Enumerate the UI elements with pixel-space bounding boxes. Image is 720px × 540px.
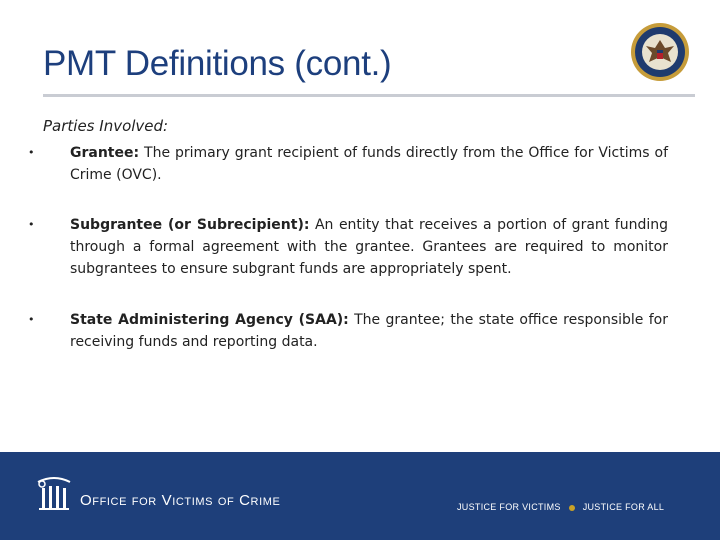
definition-term: Grantee:	[70, 145, 140, 161]
tagline-left: JUSTICE FOR VICTIMS	[457, 502, 561, 512]
bullet-icon: •	[28, 146, 35, 159]
ovc-logo-icon	[34, 474, 74, 514]
slide-title: PMT Definitions (cont.)	[43, 44, 392, 83]
definition-body: An entity that receives a portion of grant funding through a formal agreement with the grantee. Grantees are required to monitor subgrantees to ensure subgrant funds are appropriately spent.	[70, 217, 668, 277]
definition-term: State Administering Agency (SAA):	[70, 312, 349, 328]
footer-org-name: Office for Victims of Crime	[80, 492, 281, 509]
bullet-icon: •	[28, 313, 35, 326]
definition-text	[70, 309, 668, 353]
doj-seal-icon	[630, 22, 690, 82]
definition-body: The primary grant recipient of funds directly from the Office for Victims of Crime (OVC).	[70, 145, 668, 183]
definition-item	[28, 214, 668, 280]
definition-item	[28, 142, 668, 186]
definition-text	[70, 142, 668, 186]
bullet-icon: •	[28, 218, 35, 231]
section-subtitle: Parties Involved:	[43, 117, 169, 135]
tagline-right: JUSTICE FOR ALL	[582, 502, 665, 512]
definition-item	[28, 309, 668, 353]
title-divider	[43, 94, 695, 97]
definition-term: Subgrantee (or Subrecipient):	[70, 217, 310, 233]
definition-text	[70, 214, 668, 280]
dot-icon	[569, 505, 575, 511]
footer-tagline	[457, 502, 664, 512]
definition-body: The grantee; the state office responsible for receiving funds and reporting data.	[70, 312, 668, 350]
